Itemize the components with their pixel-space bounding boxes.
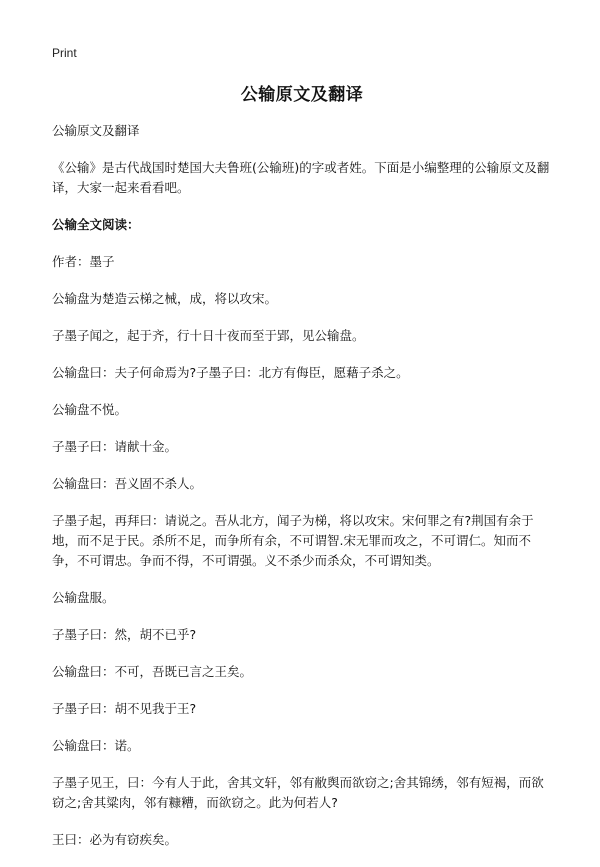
section-heading: 公输全文阅读： [52, 217, 140, 232]
paragraph: 子墨子见王，曰：今有人于此，舍其文轩，邻有敝舆而欲窃之;舍其锦绣，邻有短褐，而欲窃之;舍其粱肉，邻有糠糟，而欲窃之。此为何若人? [52, 775, 544, 810]
paragraph: 子墨子起，再拜曰：请说之。吾从北方，闻子为梯，将以攻宋。宋何罪之有?荆国有余于地，而不足于民。杀所不足，而争所有余，不可谓智.宋无罪而攻之，不可谓仁。知而不争，不可谓忠。争而不得，不可谓强。义不杀少而杀众，不可谓知类。 [52, 513, 534, 568]
paragraph: 公输盘服。 [52, 590, 115, 605]
paragraph: 子墨子曰：请献十金。 [52, 439, 178, 454]
paragraph: 公输盘不悦。 [52, 402, 128, 417]
paragraph: 作者：墨子 [52, 254, 115, 269]
paragraph: 公输盘曰：吾义固不杀人。 [52, 476, 203, 491]
paragraph: 子墨子曰：然，胡不已乎? [52, 627, 197, 642]
paragraph: 王曰：必为有窃疾矣。 [52, 832, 178, 847]
paragraph: 公输盘曰：不可，吾既已言之王矣。 [52, 664, 253, 679]
paragraph: 公输盘为楚造云梯之械，成，将以攻宋。 [52, 291, 278, 306]
paragraph: 公输原文及翻译 [52, 123, 140, 138]
paragraph: 子墨子曰：胡不见我于王? [52, 701, 197, 716]
paragraph: 公输盘曰：诺。 [52, 738, 140, 753]
page-title: 公输原文及翻译 [240, 85, 364, 105]
paragraph: 公输盘曰：夫子何命焉为?子墨子曰：北方有侮臣，愿藉子杀之。 [52, 365, 409, 380]
paragraph: 《公输》是古代战国时楚国大夫鲁班(公输班)的字或者姓。下面是小编整理的公输原文及翻译，大家一起来看看吧。 [52, 160, 550, 195]
article-body [52, 121, 552, 867]
paragraph: 子墨子闻之，起于齐，行十日十夜而至于郢，见公输盘。 [52, 328, 365, 343]
print-link[interactable]: Print [52, 46, 77, 60]
